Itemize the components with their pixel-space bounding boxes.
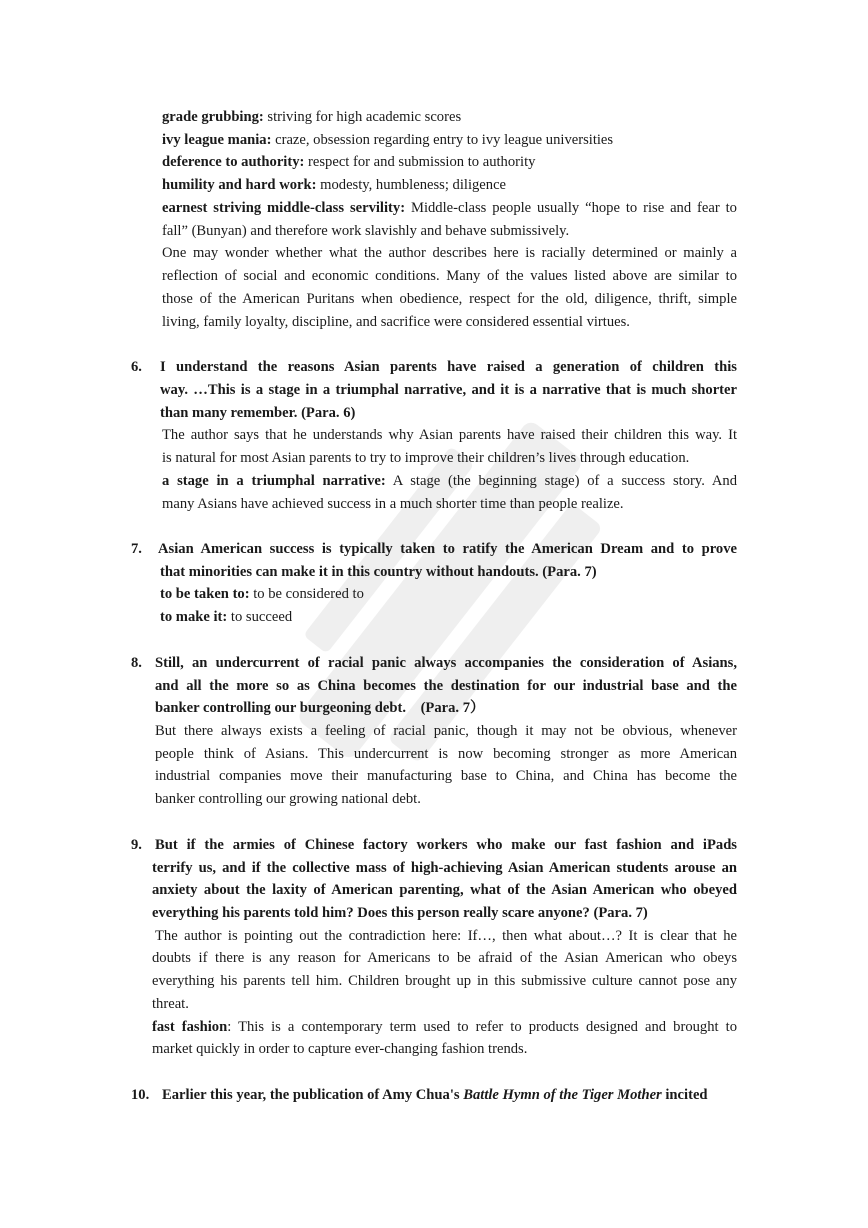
item9-explanation-line: doubts if there is any reason for Americans to be afraid of the Asian American who obeys	[152, 950, 737, 966]
item7-term: to make it: to succeed	[160, 609, 293, 625]
term-ivy-league-mania: ivy league mania: craze, obsession regarding entry to ivy league universities	[162, 132, 614, 148]
item6-explanation-line: many Asians have achieved success in a much shorter time than people realize.	[162, 496, 624, 512]
intro-paragraph-line: living, family loyalty, discipline, and sacrifice were considered essential virtues.	[162, 314, 630, 330]
item7-term: to be taken to: to be considered to	[160, 586, 364, 602]
intro-paragraph-line: those of the American Puritans when obedience, respect for the old, diligence, thrift, simple	[162, 291, 737, 307]
item8-explanation-line: industrial companies move their manufacturing base to China, and China has become the	[155, 768, 737, 784]
item10-quote-line: Earlier this year, the publication of Amy Chua's Battle Hymn of the Tiger Mother incited	[162, 1087, 708, 1103]
item9-quote-line: terrify us, and if the collective mass of high-achieving Asian American students arouse an	[152, 860, 737, 876]
item-number: 7.	[131, 541, 142, 557]
term-deference: deference to authority: respect for and submission to authority	[162, 154, 536, 170]
item8-explanation-line: people think of Asians. This undercurrent is now becoming stronger as more American	[155, 746, 737, 762]
item9-term: fast fashion: This is a contemporary term used to refer to products designed and brought to	[152, 1019, 737, 1035]
item9-quote-line: everything his parents told him? Does this person really scare anyone? (Para. 7)	[152, 905, 648, 921]
item9-quote-line: But if the armies of Chinese factory workers who make our fast fashion and iPads	[155, 837, 737, 853]
item6-quote-line: than many remember. (Para. 6)	[160, 405, 356, 421]
item8-quote-line: Still, an undercurrent of racial panic always accompanies the consideration of Asians,	[155, 655, 737, 671]
item8-explanation-line: banker controlling our growing national debt.	[155, 791, 421, 807]
item9-explanation-line: The author is pointing out the contradiction here: If…, then what about…? It is clear that he	[155, 928, 737, 944]
term-servility-cont: fall” (Bunyan) and therefore work slavishly and behave submissively.	[162, 223, 570, 239]
item6-explanation-line: The author says that he understands why Asian parents have raised their children this way. It	[162, 427, 737, 443]
item9-explanation-line: everything his parents tell him. Children brought up in this submissive culture cannot pose any	[152, 973, 737, 989]
item6-quote-line: way. …This is a stage in a triumphal narrative, and it is a narrative that is much shorter	[160, 382, 737, 398]
item6-explanation-line: is natural for most Asian parents to try to improve their children’s lives through education.	[162, 450, 690, 466]
intro-paragraph-line: One may wonder whether what the author describes here is racially determined or mainly a	[162, 245, 737, 261]
item6-quote-line: I understand the reasons Asian parents have raised a generation of children this	[160, 359, 737, 375]
item8-explanation-line: But there always exists a feeling of racial panic, though it may not be obvious, whenever	[155, 723, 737, 739]
item8-quote-line: and all the more so as China becomes the destination for our industrial base and the	[155, 678, 737, 694]
item-number: 6.	[131, 359, 142, 375]
term-grade-grubbing: grade grubbing: striving for high academic scores	[162, 109, 462, 125]
item-number: 8.	[131, 655, 142, 671]
item9-quote-line: anxiety about the laxity of American parenting, what of the Asian American who obeyed	[152, 882, 737, 898]
item-number: 10.	[131, 1087, 150, 1103]
item6-term: a stage in a triumphal narrative: A stage (the beginning stage) of a success story. And	[162, 473, 737, 489]
item7-quote-line: Asian American success is typically taken to ratify the American Dream and to prove	[158, 541, 737, 557]
term-servility: earnest striving middle-class servility: Middle-class people usually “hope to rise and fear to	[162, 200, 737, 216]
item9-explanation-line: threat.	[152, 996, 189, 1012]
item8-quote-line: banker controlling our burgeoning debt. (Para. 7）	[155, 700, 485, 716]
term-humility: humility and hard work: modesty, humbleness; diligence	[162, 177, 507, 193]
item9-explanation-line: market quickly in order to capture ever-changing fashion trends.	[152, 1041, 528, 1057]
item-number: 9.	[131, 837, 142, 853]
intro-paragraph-line: reflection of social and economic conditions. Many of the values listed above are similar to	[162, 268, 737, 284]
item7-quote-line: that minorities can make it in this country without handouts. (Para. 7)	[160, 564, 597, 580]
